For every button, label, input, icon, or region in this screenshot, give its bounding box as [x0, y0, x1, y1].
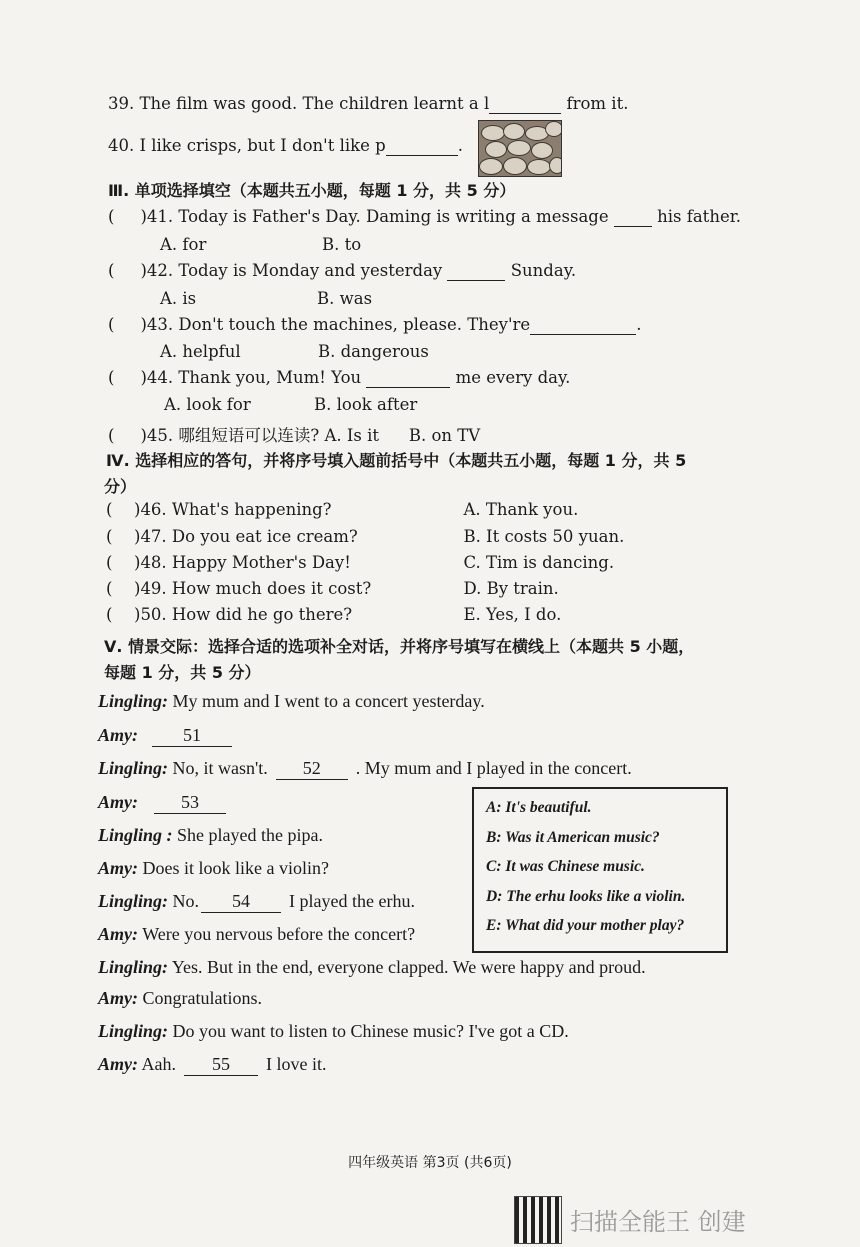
- match-row-49: ( )49. How much does it cost? D. By train.: [106, 579, 559, 598]
- section-3-title: Ⅲ. 单项选择填空（本题共五小题，每题 1 分，共 5 分）: [108, 181, 516, 200]
- q44-options: A. look for B. look after: [164, 395, 418, 414]
- answer-blank-52: 52: [276, 758, 348, 780]
- crisps-image: [478, 120, 562, 177]
- section-4-title: Ⅳ. 选择相应的答句，并将序号填入题前括号中（本题共五小题，每题 1 分，共 5: [106, 451, 687, 470]
- option-c: C: It was Chinese music.: [486, 858, 645, 875]
- option-d: D: The erhu looks like a violin.: [486, 887, 686, 905]
- dialog-line-8: Amy: Were you nervous before the concert?: [98, 924, 416, 944]
- mc-question-45: ( )45. 哪组短语可以连读? A. Is it B. on TV: [108, 426, 481, 445]
- qr-code-icon: [514, 1196, 562, 1244]
- question-40: [108, 136, 463, 156]
- q42-blank: [447, 261, 505, 281]
- answer-blank-55: 55: [184, 1054, 258, 1076]
- dialog-line-9: Lingling: Yes. But in the end, everyone clapped. We were happy and proud.: [98, 957, 646, 977]
- option-e: E: What did your mother play?: [486, 917, 685, 934]
- mc-question-41: ( )41. Today is Father's Day. Daming is writing a message his father.: [108, 207, 742, 226]
- options-box: [472, 787, 728, 953]
- mc-question-43: ( )43. Don't touch the machines, please. They're .: [108, 315, 642, 334]
- q39-after: from it.: [566, 94, 629, 113]
- dialog-line-4: Amy: 53: [98, 792, 234, 814]
- page-footer: 四年级英语 第3页 (共6页): [348, 1155, 512, 1171]
- dialog-line-11: Lingling: Do you want to listen to Chinese music? I've got a CD.: [98, 1021, 569, 1041]
- match-row-50: ( )50. How did he go there? E. Yes, I do.: [106, 605, 562, 624]
- option-b: B: Was it American music?: [486, 828, 660, 846]
- dialog-line-10: Amy: Congratulations.: [98, 988, 262, 1008]
- q39-text: 39. The film was good. The children learnt a l: [108, 94, 490, 113]
- q41-options: A. for B. to: [160, 235, 362, 254]
- dialog-line-5: Lingling : She played the pipa.: [98, 825, 323, 845]
- answer-blank-51: 51: [152, 725, 232, 747]
- section-5-title: Ⅴ. 情景交际：选择合适的选项补全对话，并将序号填写在横线上（本题共 5 小题，: [104, 637, 695, 656]
- match-row-47: ( )47. Do you eat ice cream? B. It costs 50 yuan.: [106, 527, 625, 546]
- scanner-watermark: 扫描全能王 创建: [570, 1208, 746, 1236]
- mc-question-44: ( )44. Thank you, Mum! You me every day.: [108, 368, 571, 387]
- q40-blank: [386, 136, 458, 156]
- answer-blank-54: 54: [201, 891, 281, 913]
- dialog-line-12: Amy: Aah. 55 I love it.: [98, 1054, 327, 1074]
- q40-text: 40. I like crisps, but I don't like p: [108, 136, 386, 155]
- section-5-title-cont: 每题 1 分，共 5 分）: [104, 663, 261, 682]
- mc-question-42: ( )42. Today is Monday and yesterday Sunday.: [108, 261, 577, 280]
- dialog-line-1: Lingling: My mum and I went to a concert yesterday.: [98, 691, 485, 711]
- dialog-line-3: Lingling: No, it wasn't. 52 . My mum and I played in the concert.: [98, 758, 632, 778]
- question-39: [108, 94, 628, 114]
- match-row-48: ( )48. Happy Mother's Day! C. Tim is dancing.: [106, 553, 615, 572]
- section-4-title-cont: 分）: [104, 477, 137, 496]
- q42-options: A. is B. was: [160, 289, 373, 308]
- q40-end: .: [457, 136, 463, 155]
- match-row-46: ( )46. What's happening? A. Thank you.: [106, 500, 579, 519]
- answer-blank-53: 53: [154, 792, 226, 814]
- q39-blank: [489, 94, 561, 114]
- option-a: A: It's beautiful.: [486, 799, 592, 816]
- dialog-line-2: Amy: 51: [98, 725, 240, 747]
- q44-blank: [366, 368, 450, 388]
- q41-blank: [614, 207, 652, 227]
- dialog-line-7: Lingling: No. 54 I played the erhu.: [98, 891, 415, 911]
- q43-options: A. helpful B. dangerous: [160, 342, 429, 361]
- q43-blank: [530, 315, 636, 335]
- dialog-line-6: Amy: Does it look like a violin?: [98, 858, 329, 878]
